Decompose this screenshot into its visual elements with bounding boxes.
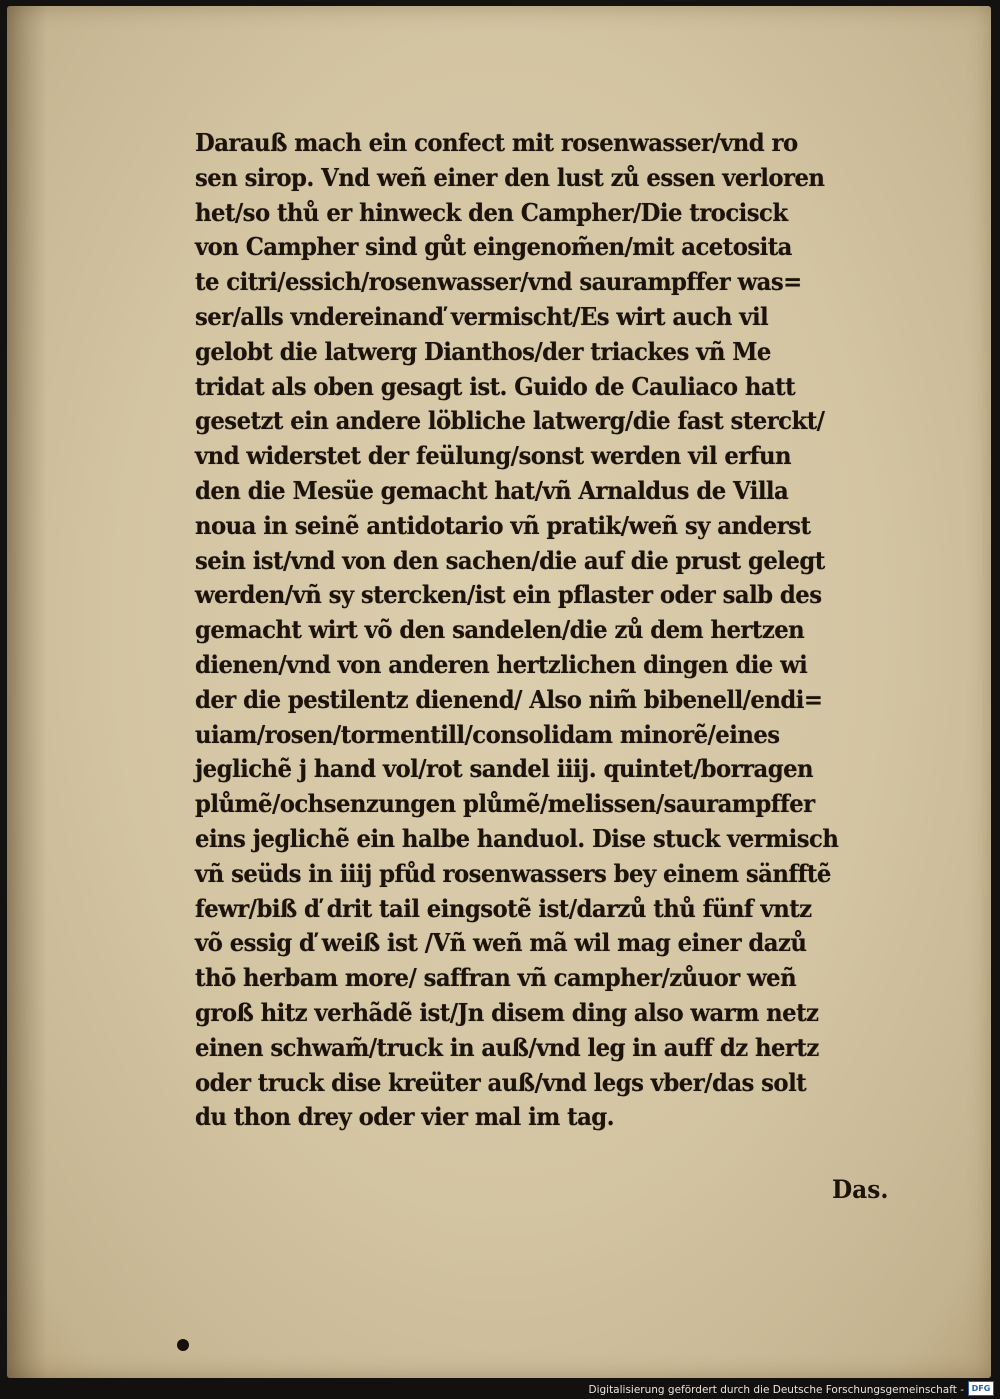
text-line: thō herbam more/ saffran vñ campher/zůuor weñ: [195, 963, 797, 993]
text-line: plůmẽ/ochsenzungen plůmẽ/melissen/saurampffer: [195, 789, 815, 819]
text-line: ser/alls vndereinanď vermischt/Es wirt auch vil: [195, 301, 769, 331]
text-line: gelobt die latwerg Dianthos/der triackes vñ Me: [195, 336, 771, 366]
text-line: dienen/vnd von anderen hertzlichen dingen die wi: [195, 649, 808, 679]
text-line: het/so thů er hinweck den Campher/Die trocisck: [195, 197, 788, 227]
text-line: fewr/biß ď drit tail eingsotẽ ist/darzů thů fünf vntz: [195, 893, 812, 923]
text-line: võ essig ď weiß ist /Vñ weñ mã wil mag einer dazů: [195, 928, 807, 958]
text-line: vnd widerstet der feülung/sonst werden vil erfun: [195, 441, 791, 471]
text-line: der die pestilentz dienend/ Also nim̃ bibenell/endi=: [195, 684, 823, 714]
text-line: tridat als oben gesagt ist. Guido de Cauliaco hatt: [195, 371, 796, 401]
text-line: von Campher sind gůt eingenom̃en/mit acetosita: [195, 232, 792, 262]
text-line: gesetzt ein andere löbliche latwerg/die fast sterckt/: [195, 406, 825, 436]
text-line: werden/vñ sy stercken/ist ein pflaster oder salb des: [195, 580, 822, 610]
text-line: den die Mesüe gemacht hat/vñ Arnaldus de Villa: [195, 475, 789, 505]
text-line: Darauß mach ein confect mit rosenwasser/vnd ro: [195, 128, 798, 157]
footer-bar: [0, 1378, 1000, 1399]
text-line: noua in seinẽ antidotario vñ pratik/weñ sy anderst: [195, 510, 811, 540]
text-line: eins jeglichẽ ein halbe handuol. Dise stuck vermisch: [195, 823, 839, 853]
text-line: sen sirop. Vnd weñ einer den lust zů essen verloren: [195, 162, 825, 192]
text-line: oder truck dise kreüter auß/vnd legs vber/das solt: [195, 1067, 807, 1097]
text-line: gemacht wirt võ den sandelen/die zů dem hertzen: [195, 615, 805, 645]
funding-credit: Digitalisierung gefördert durch die Deutsche Forschungsgemeinschaft -: [588, 1384, 964, 1396]
ink-dot-mark: [177, 1339, 189, 1351]
catchword: Das.: [832, 1175, 889, 1204]
text-line: groß hitz verhãdẽ ist/Jn disem ding also warm netz: [195, 997, 819, 1027]
text-line: einen schwam̃/truck in auß/vnd leg in auff dz hertz: [195, 1032, 819, 1062]
text-line: du thon drey oder vier mal im tag.: [195, 1102, 615, 1132]
text-line: jeglichẽ j hand vol/rot sandel iiij. quintet/borragen: [195, 754, 814, 784]
text-line: te citri/essich/rosenwasser/vnd saurampffer was=: [195, 267, 802, 297]
text-line: uiam/rosen/tormentill/consolidam minorẽ/eines: [195, 719, 780, 749]
page-text-block: [195, 126, 915, 1135]
text-line: vñ seüds in iiij pfůd rosenwassers bey einem sänfftẽ: [195, 858, 831, 888]
text-line: sein ist/vnd von den sachen/die auf die prust gelegt: [195, 545, 825, 575]
dfg-logo-icon: DFG: [968, 1381, 994, 1396]
gutter-shadow: [7, 6, 47, 1378]
